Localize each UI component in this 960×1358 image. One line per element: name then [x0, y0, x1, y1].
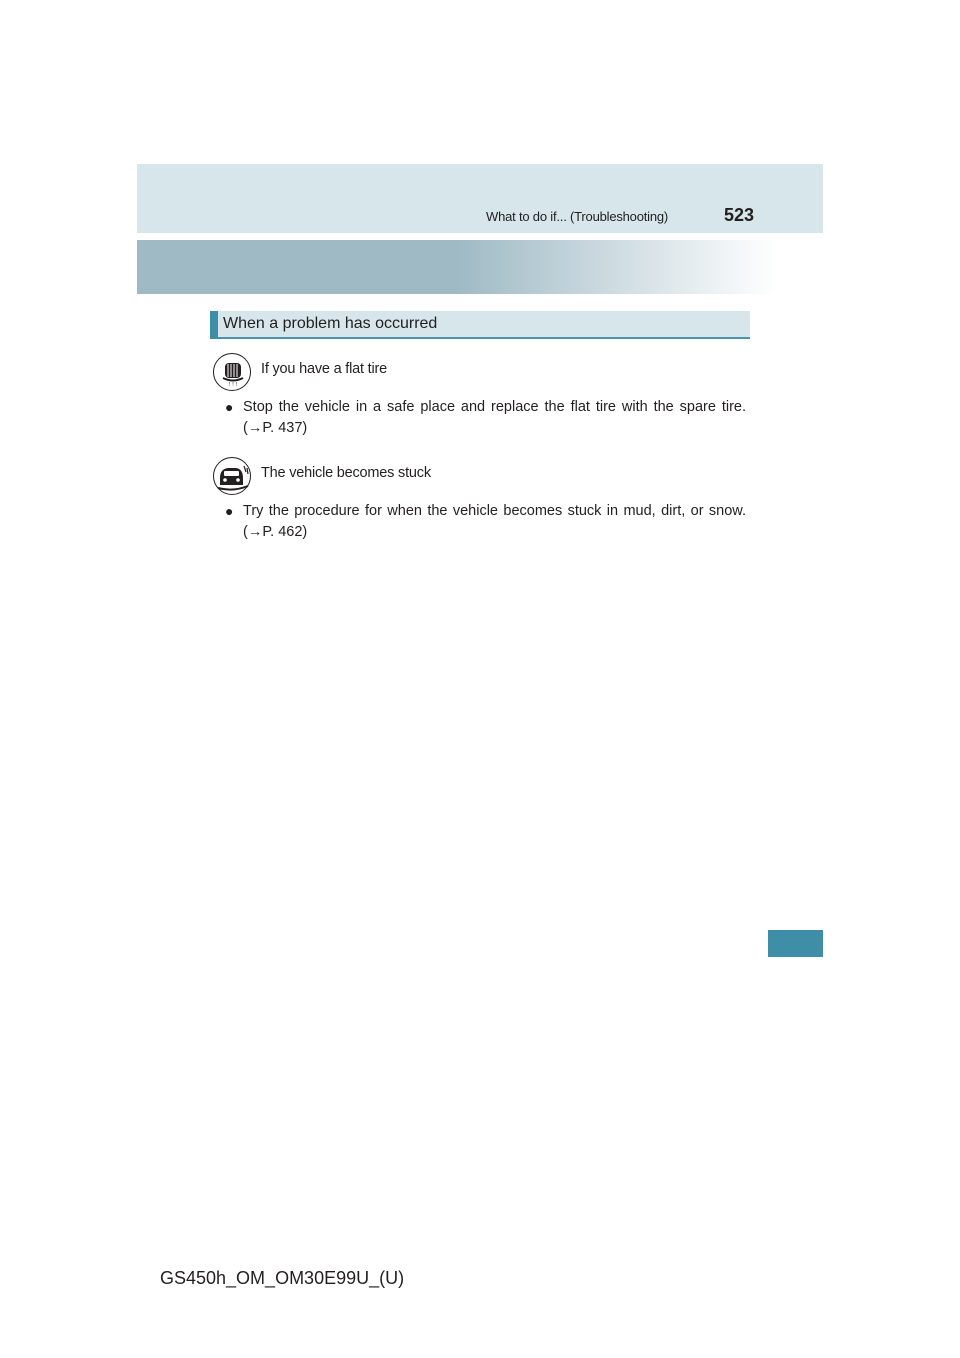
header-title: What to do if... (Troubleshooting)	[486, 209, 669, 224]
section-title: When a problem has occurred	[223, 315, 438, 332]
item-text-flat-tire: Stop the vehicle in a safe place and replace the flat tire with the spare tire.	[243, 399, 746, 415]
chapter-side-tab	[768, 930, 823, 957]
section-header	[210, 311, 750, 339]
header-band	[137, 164, 823, 233]
page-number: 523	[724, 205, 755, 225]
chapter-gradient-band	[137, 240, 777, 294]
item-heading-flat-tire: If you have a flat tire	[261, 361, 387, 377]
page-reference-link[interactable]: (→P. 462)	[243, 524, 308, 540]
bullet-icon: ●	[225, 503, 234, 519]
item-text-vehicle-stuck: Try the procedure for when the vehicle becomes stuck in mud, dirt, or snow.	[243, 503, 746, 519]
svg-text:! ! !: ! ! !	[228, 382, 238, 388]
stuck-vehicle-icon	[213, 457, 251, 495]
flat-tire-icon	[213, 353, 251, 391]
footer-document-code: GS450h_OM_OM30E99U_(U)	[160, 1268, 405, 1288]
bullet-icon: ●	[225, 399, 234, 415]
page-reference-link[interactable]: (→P. 437)	[243, 420, 308, 436]
item-heading-vehicle-stuck: The vehicle becomes stuck	[261, 465, 431, 481]
section-accent-bar	[210, 311, 218, 339]
